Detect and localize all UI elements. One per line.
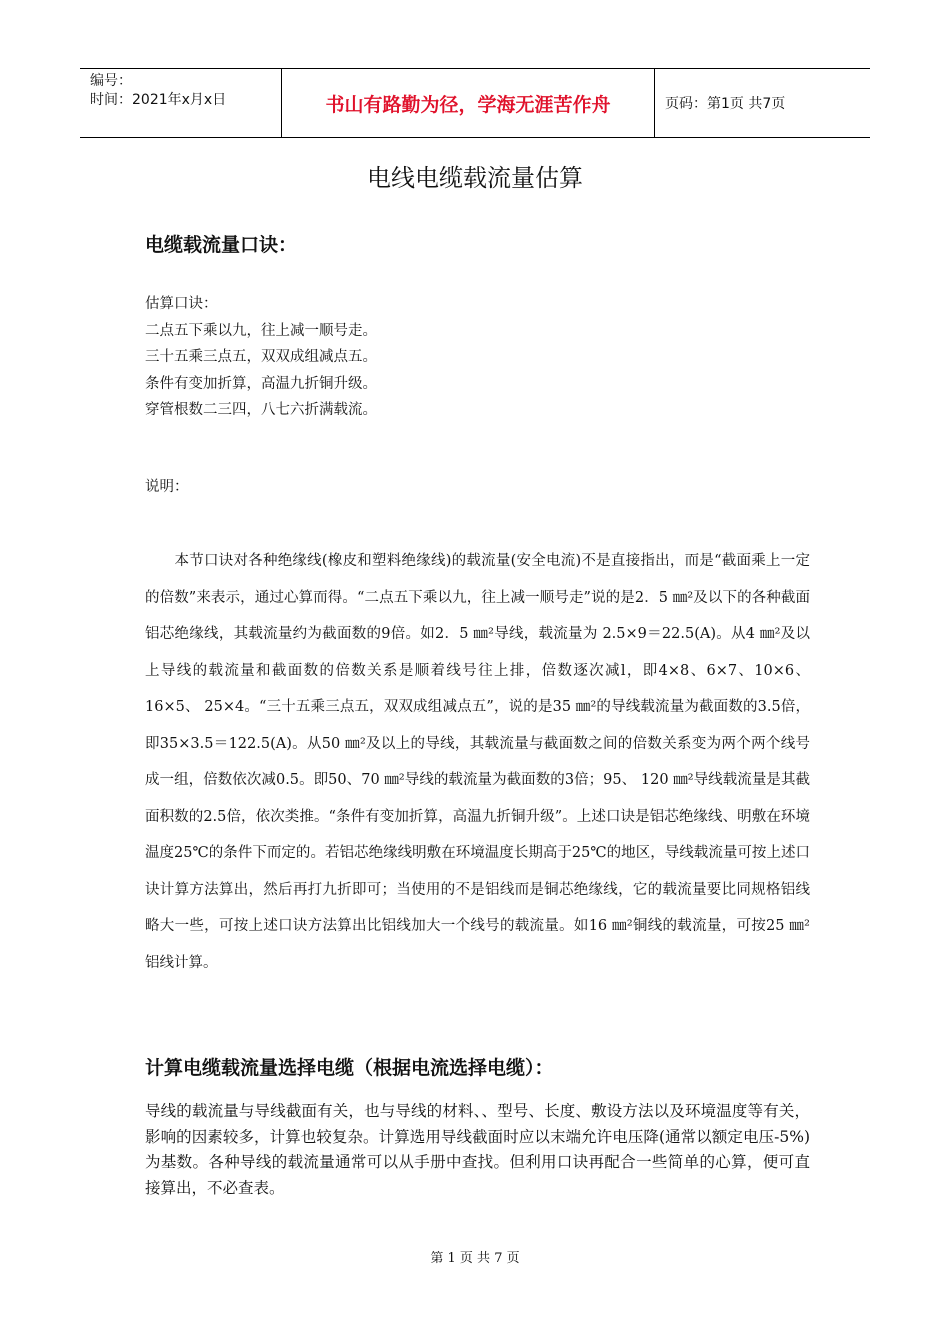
- header-page-info: 页码：第1页 共7页: [665, 96, 786, 112]
- page-footer: 第 1 页 共 7 页: [430, 1251, 520, 1266]
- verse-line: 穿管根数二三四，八七六折满载流。: [145, 402, 377, 418]
- document-title: 电线电缆载流量估算: [367, 164, 583, 192]
- page-header: [80, 68, 870, 138]
- verse-line: 估算口诀：: [145, 296, 218, 312]
- formula-verse: [145, 291, 377, 424]
- section-heading-selection: 计算电缆载流量选择电缆（根据电流选择电缆）：: [145, 1057, 554, 1079]
- note-label: 说明：: [145, 479, 189, 495]
- verse-line: 三十五乘三点五，双双成组减点五。: [145, 349, 377, 365]
- header-meta: [80, 69, 282, 137]
- document-date: 时间：2021年x月x日: [90, 92, 227, 108]
- verse-line: 条件有变加折算，高温九折铜升级。: [145, 375, 377, 392]
- selection-paragraph: 导线的载流量与导线截面有关，也与导线的材料、、型号、长度、敷设方法以及环境温度等有关，影响的因素较多，计算也较复杂。计算选用导线截面时应以末端允许电压降(通常以额定电压-5%)为基数。各种导线的载流量通常可以从手册中查找。但利用口诀再配合一些简单的心算，便可直接算出，不必查表。: [145, 1102, 810, 1197]
- verse-line: 二点五下乘以九，往上减一顺号走。: [145, 322, 377, 339]
- section-heading-formula: 电缆载流量口诀：: [145, 234, 298, 256]
- header-motto: 书山有路勤为径，学海无涯苦作舟: [282, 69, 655, 137]
- document-number-label: 编号：: [90, 73, 132, 89]
- explanation-paragraph: 本节口诀对各种绝缘线(橡皮和塑料绝缘线)的载流量(安全电流)不是直接指出，而是“截面乘上一定的倍数”来表示，通过心算而得。“二点五下乘以九，往上减一顺号走”说的是2．5 ㎜²及以下的各种截面铝芯绝缘线，其载流量约为截面数的9倍。如2．5 ㎜²导线，载流量为 2.5×9＝22.5(A)。从4 ㎜²及以上导线的载流量和截面数的倍数关系是顺着线号往上排，倍数逐次减l，即4×8、6×7、10×6、16×5、 25×4。“三十五乘三点五，双双成组减点五”，说的是35 ㎜²的导线载流量为截面数的3.5倍，即35×3.5＝122.5(A)。从50 ㎜²及以上的导线，其载流量与截面数之间的倍数关系变为两个两个线号成一组，倍数依次减0.5。即50、70 ㎜²导线的载流量为截面数的3倍；95、 120 ㎜²导线载流量是其截面积数的2.5倍，依次类推。“条件有变加折算，高温九折铜升级”。上述口诀是铝芯绝缘线、明敷在环境温度25℃的条件下而定的。若铝芯绝缘线明敷在环境温度长期高于25℃的地区，导线载流量可按上述口诀计算方法算出，然后再打九折即可；当使用的不是铝线而是铜芯绝缘线，它的载流量要比同规格铝线略大一些，可按上述口诀方法算出比铝线加大一个线号的载流量。如16 ㎜²铜线的载流量，可按25 ㎜²铝线计算。: [145, 553, 810, 971]
